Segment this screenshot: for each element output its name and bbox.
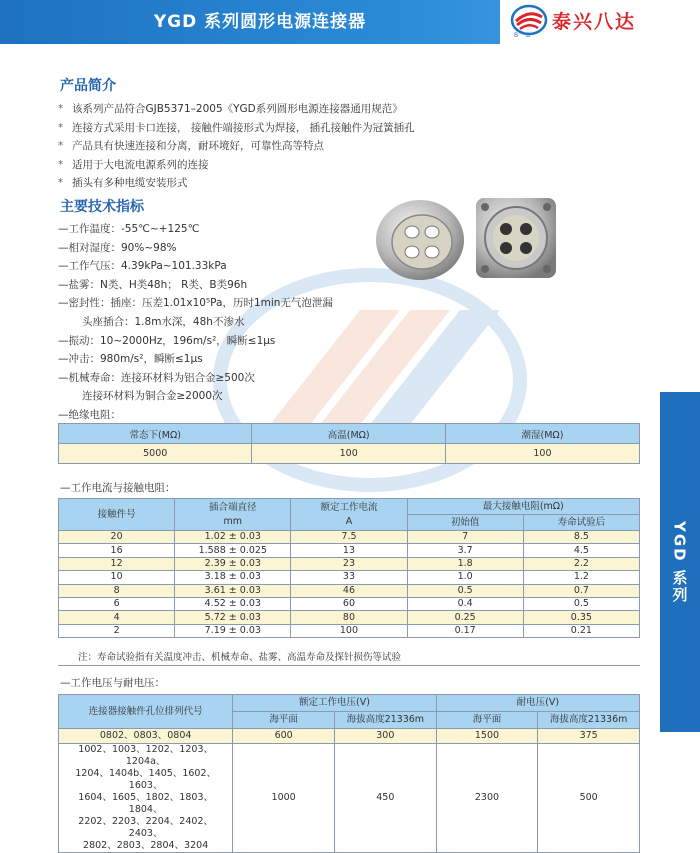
list-item: * 该系列产品符合GJB5371–2005《YGD系列圆形电源连接器通用规范》 bbox=[58, 103, 403, 115]
table-cell: 0.21 bbox=[523, 624, 639, 637]
logo-subtext: B D bbox=[514, 32, 534, 39]
table-cell: 300 bbox=[334, 729, 436, 744]
table-cell: 4.52 ± 0.03 bbox=[175, 597, 291, 610]
table-row bbox=[59, 544, 640, 557]
table-cell: 33 bbox=[291, 571, 407, 584]
table-cell: 16 bbox=[59, 544, 175, 557]
list-item: 头座插合：1.8m水深，48h不渗水 bbox=[82, 315, 245, 328]
table-cell: 5000 bbox=[59, 444, 252, 464]
list-item: —绝缘电阻： bbox=[58, 408, 121, 421]
product-photo bbox=[372, 188, 560, 288]
table-cell: 100 bbox=[291, 624, 407, 637]
list-item: —相对湿度：90%~98% bbox=[58, 241, 177, 254]
table-cell: 6 bbox=[59, 597, 175, 610]
table-cell: 0.25 bbox=[407, 611, 523, 624]
table-header: 寿命试验后 bbox=[523, 515, 639, 531]
voltage-table-body bbox=[59, 729, 640, 853]
voltage-caption: —工作电压与耐电压： bbox=[60, 677, 165, 689]
table-cell: 60 bbox=[291, 597, 407, 610]
table-cell: 0.7 bbox=[523, 584, 639, 597]
series-side-tab-label: YGD 系列 bbox=[670, 520, 689, 604]
table-row bbox=[59, 611, 640, 624]
table-header: 初始值 bbox=[407, 515, 523, 531]
table-cell: 1.588 ± 0.025 bbox=[175, 544, 291, 557]
table-cell: 10 bbox=[59, 571, 175, 584]
table-row bbox=[59, 597, 640, 610]
table-cell: 0.5 bbox=[523, 597, 639, 610]
insulation-table bbox=[58, 423, 640, 464]
list-item: 连接环材料为铜合金≥2000次 bbox=[82, 390, 223, 403]
table-cell: 1000 bbox=[233, 744, 335, 853]
list-item: —密封性：插座：压差1.01x10⁵Pa，历时1min无气泡泄漏 bbox=[58, 297, 333, 310]
table-cell: 13 bbox=[291, 544, 407, 557]
table-header: 高温(MΩ) bbox=[252, 424, 445, 444]
list-item: * 产品具有快速连接和分离，耐环境好，可靠性高等特点 bbox=[58, 140, 324, 152]
list-item: —振动：10~2000Hz，196m/s²，瞬断≤1μs bbox=[58, 334, 276, 347]
company-logo bbox=[500, 0, 700, 44]
table-cell: 100 bbox=[252, 444, 445, 464]
table-cell: 1.02 ± 0.03 bbox=[175, 531, 291, 544]
table-header: 连接器接触件孔位排列代号 bbox=[59, 695, 233, 729]
table-row bbox=[59, 531, 640, 544]
specs-title: 主要技术指标 bbox=[60, 199, 144, 215]
table-cell: 1.8 bbox=[407, 557, 523, 570]
table-cell: 600 bbox=[233, 729, 335, 744]
table-cell: 450 bbox=[334, 744, 436, 853]
table-cell: 4.5 bbox=[523, 544, 639, 557]
table-header: 海平面 bbox=[436, 712, 538, 729]
table-header: 潮湿(MΩ) bbox=[445, 424, 639, 444]
table-cell: 3.18 ± 0.03 bbox=[175, 571, 291, 584]
current-table-body bbox=[59, 531, 640, 638]
intro-list bbox=[58, 100, 618, 193]
voltage-table bbox=[58, 694, 640, 853]
table-cell: 20 bbox=[59, 531, 175, 544]
table-row bbox=[59, 729, 640, 744]
table-cell: 0.5 bbox=[407, 584, 523, 597]
table-cell: 4 bbox=[59, 611, 175, 624]
table-cell: 7 bbox=[407, 531, 523, 544]
table-cell: 100 bbox=[445, 444, 639, 464]
table-note: 注：寿命试验指有关温度冲击、机械寿命、盐雾、高温寿命及探针损伤等试验 bbox=[58, 651, 640, 666]
table-cell: 7.5 bbox=[291, 531, 407, 544]
table-row bbox=[59, 571, 640, 584]
intro-title: 产品简介 bbox=[60, 78, 116, 94]
table-cell: 8 bbox=[59, 584, 175, 597]
table-cell: 1.2 bbox=[523, 571, 639, 584]
table-cell: 2 bbox=[59, 624, 175, 637]
table-header: 插合端直径 mm bbox=[175, 499, 291, 531]
table-cell: 5.72 ± 0.03 bbox=[175, 611, 291, 624]
table-cell: 0.35 bbox=[523, 611, 639, 624]
table-cell: 1500 bbox=[436, 729, 538, 744]
table-cell: 3.61 ± 0.03 bbox=[175, 584, 291, 597]
series-side-tab bbox=[660, 392, 700, 732]
table-cell: 46 bbox=[291, 584, 407, 597]
list-item: * 插头有多种电缆安装形式 bbox=[58, 177, 188, 189]
list-item: —工作气压：4.39kPa~101.33kPa bbox=[58, 260, 227, 273]
current-caption: —工作电流与接触电阻： bbox=[60, 482, 176, 494]
table-header: 海平面 bbox=[233, 712, 335, 729]
table-cell: 1.0 bbox=[407, 571, 523, 584]
page-title: YGD 系列圆形电源连接器 bbox=[153, 12, 367, 32]
list-item: * 连接方式采用卡口连接， 接触件端接形式为焊接， 插孔接触件为冠簧插孔 bbox=[58, 121, 415, 134]
table-cell: 2.39 ± 0.03 bbox=[175, 557, 291, 570]
table-row bbox=[59, 584, 640, 597]
current-table bbox=[58, 498, 640, 638]
table-header: 额定工作电流 A bbox=[291, 499, 407, 531]
table-header: 海拔高度21336m bbox=[538, 712, 640, 729]
table-row bbox=[59, 557, 640, 570]
table-cell: 1002、1003、1202、1203、1204a、 1204、1404b、1405、1602、1603、 1604、1605、1802、1803、1804、 2202、2203、2204、2402、2403、 2802、2803、2804、3204 bbox=[59, 744, 233, 853]
list-item: —冲击：980m/s²，瞬断≤1μs bbox=[58, 353, 203, 366]
table-cell: 2300 bbox=[436, 744, 538, 853]
table-header: 接触件号 bbox=[59, 499, 175, 531]
list-item: —工作温度：-55℃~+125℃ bbox=[58, 223, 200, 235]
table-header: 额定工作电压(V) bbox=[233, 695, 436, 712]
table-cell: 8.5 bbox=[523, 531, 639, 544]
page-header bbox=[0, 0, 700, 44]
logo-text: 泰兴八达 bbox=[552, 11, 637, 33]
table-cell: 0.4 bbox=[407, 597, 523, 610]
table-cell: 500 bbox=[538, 744, 640, 853]
table-row bbox=[59, 624, 640, 637]
table-cell: 3.7 bbox=[407, 544, 523, 557]
table-header: 最大接触电阻(mΩ) bbox=[407, 499, 639, 515]
table-cell: 23 bbox=[291, 557, 407, 570]
list-item: —盐雾：N类、H类48h； R类、B类96h bbox=[58, 278, 248, 291]
table-cell: 2.2 bbox=[523, 557, 639, 570]
table-cell: 7.19 ± 0.03 bbox=[175, 624, 291, 637]
table-cell: 0.17 bbox=[407, 624, 523, 637]
table-cell: 12 bbox=[59, 557, 175, 570]
table-header: 常态下(MΩ) bbox=[59, 424, 252, 444]
table-header: 耐电压(V) bbox=[436, 695, 639, 712]
list-item: * 适用于大电流电源系列的连接 bbox=[58, 158, 209, 171]
table-cell: 80 bbox=[291, 611, 407, 624]
table-header: 海拔高度21336m bbox=[334, 712, 436, 729]
list-item: —机械寿命：连接环材料为铝合金≥500次 bbox=[58, 371, 255, 384]
table-cell: 0802、0803、0804 bbox=[59, 729, 233, 744]
table-row bbox=[59, 744, 640, 853]
table-cell: 375 bbox=[538, 729, 640, 744]
